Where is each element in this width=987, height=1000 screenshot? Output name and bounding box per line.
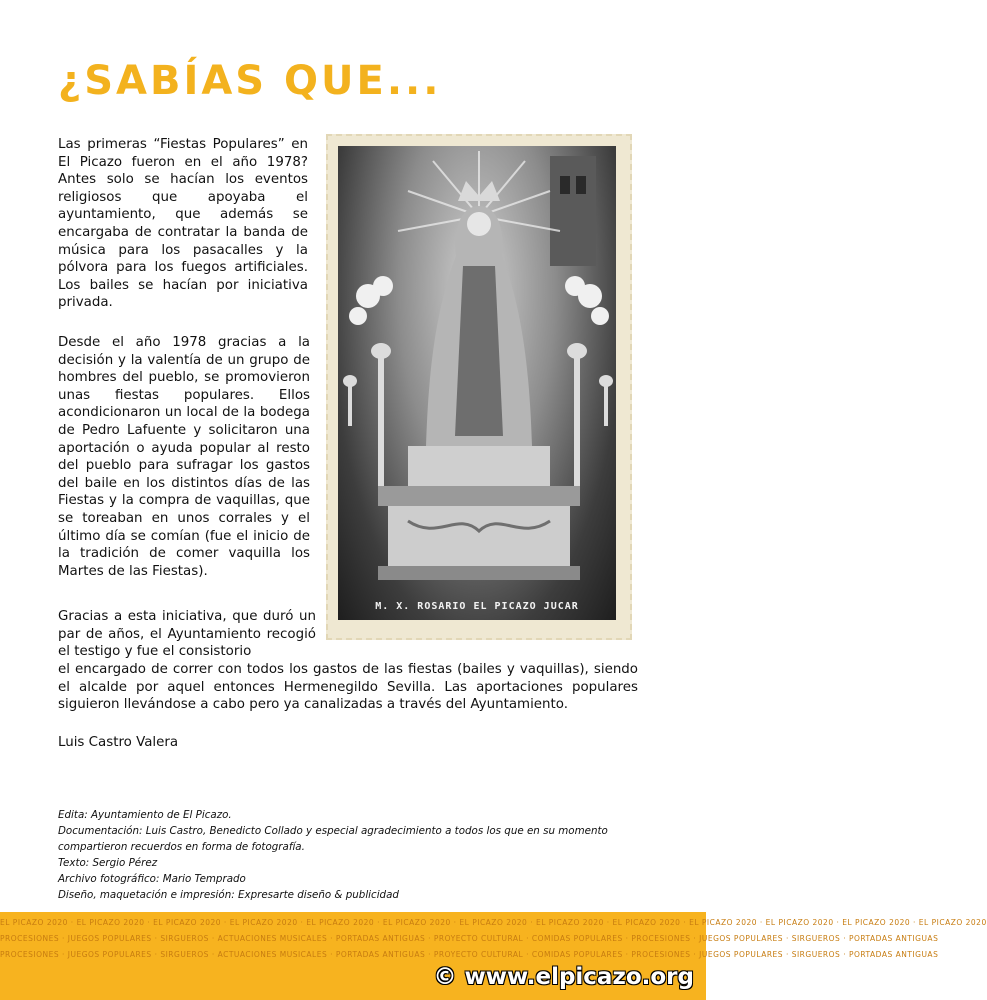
photo-illustration [338,146,620,622]
virgin-rosario-photo [338,146,616,620]
pedestal [378,446,580,580]
photo-caption: M. X. ROSARIO EL PICAZO JUCAR [375,601,579,612]
credit-text: Texto: Sergio Pérez [58,857,158,869]
paragraph-intro: Las primeras “Fiestas Populares” en El Picazo fueron en el año 1978? Antes solo se hacían los eventos religiosos que apoyaba el ayuntamiento, que además se encargaba de contratar la banda de música para los pasacalles y la pólvora para los fuegos artificiales. Los bailes se hacían por iniciativa privada. [58,137,308,311]
paragraph-conclusion-end: el encargado de correr con todos los gastos de las fiestas (bailes y vaquillas), siendo el alcalde por aquel entonces Hermenegildo Sevilla. Las aportaciones populares siguieron llevándose a cabo pero ya canalizadas a través del Ayuntamiento. [58,662,638,713]
credit-design: Diseño, maquetación e impresión: Expresarte diseño & publicidad [58,889,399,901]
paragraph-history: Desde el año 1978 gracias a la decisión y la valentía de un grupo de hombres del pueblo, se promovieron unas fiestas populares. Ellos acondicionaron un local de la bodega de Pedro Lafuente y solicitaron una aportación o ayuda popular al resto del pueblo para sufragar los gastos del baile en los distintos días de las Fiestas y la compra de vaquillas, que se toreaban en unos corrales y el último día se comían (fue el inicio de la tradición de comer vaquilla los Martes de las Fiestas). [58,335,310,579]
photo-frame [326,134,632,640]
credit-documentation: Documentación: Luis Castro, Benedicto Collado y especial agradecimiento a todos los que en su momento compartieron recuerdos en forma de fotografía. [58,825,608,853]
credit-editor: Edita: Ayuntamiento de El Picazo. [58,809,232,821]
footer-band [0,912,987,1000]
author-name: Luis Castro Valera [58,735,179,750]
credit-photo-archive: Archivo fotográfico: Mario Temprado [58,873,246,885]
footer-pattern-line: EL PICAZO 2020 · EL PICAZO 2020 · EL PICAZO 2020 · EL PICAZO 2020 · EL PICAZO 2020 · EL PICAZO 2020 · EL PICAZO 2020 · EL PICAZO 2020 · EL PICAZO 2020 · EL PICAZO 2020 · EL PICAZO 2020 · EL PICAZO 2020 · EL PICAZO 2020 [0,918,987,927]
website-link[interactable]: © www.elpicazo.org [433,964,694,990]
paragraph-conclusion-start: Gracias a esta iniciativa, que duró un par de años, el Ayuntamiento recogió el testigo y fue el consistorio [58,609,316,660]
page-title: ¿SABÍAS QUE... [58,58,442,104]
church-tower [550,156,596,266]
credits-block [58,807,638,903]
footer-pattern-line: PROCESIONES · JUEGOS POPULARES · SIRGUEROS · ACTUACIONES MUSICALES · PORTADAS ANTIGUAS · PROYECTO CULTURAL · COMIDAS POPULARES · PROCESIONES · JUEGOS POPULARES · SIRGUEROS · PORTADAS ANTIGUAS [0,934,939,943]
candelabra-right [567,343,613,506]
candelabra-left [343,343,391,506]
footer-pattern-line: PROCESIONES · JUEGOS POPULARES · SIRGUEROS · ACTUACIONES MUSICALES · PORTADAS ANTIGUAS · PROYECTO CULTURAL · COMIDAS POPULARES · PROCESIONES · JUEGOS POPULARES · SIRGUEROS · PORTADAS ANTIGUAS [0,950,939,959]
